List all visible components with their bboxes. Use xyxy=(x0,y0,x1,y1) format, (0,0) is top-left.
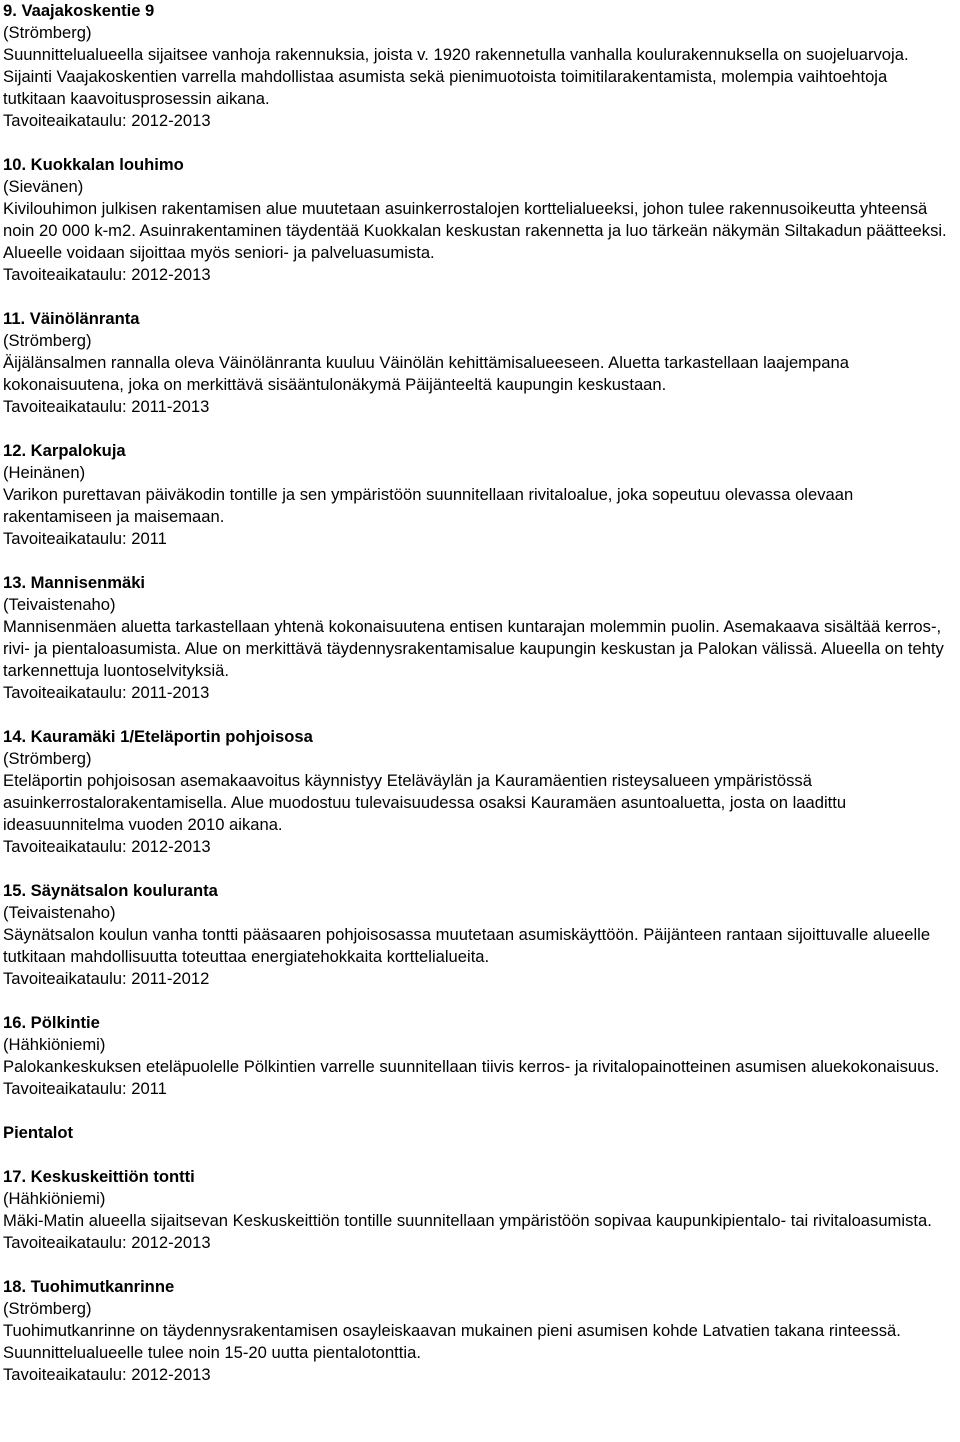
section-body: Varikon purettavan päiväkodin tontille ja sen ympäristöön suunnitellaan rivitaloalue, joka sopeutuu olevassa olevaan rakentamiseen ja maisemaan. xyxy=(3,485,854,526)
section-author: (Sievänen) xyxy=(3,177,84,196)
section-12 xyxy=(3,440,954,550)
section-body: Kivilouhimon julkisen rakentamisen alue muutetaan asuinkerrostalojen korttelialueeksi, johon tulee rakennusoikeutta yhteensä noin 20 000 k-m2. Asuinrakentaminen täydentää Kuokkalan keskustan rakennetta ja luo tärkeän näkymän Siltakadun päätteeksi. Alueelle voidaan sijoittaa myös seniori- ja palveluasumista. xyxy=(3,199,947,262)
section-author: (Strömberg) xyxy=(3,749,92,768)
section-heading: 18. Tuohimutkanrinne xyxy=(3,1277,175,1296)
spacer xyxy=(3,1254,954,1276)
section-schedule: Tavoiteaikataulu: 2011 xyxy=(3,529,167,548)
section-body: Tuohimutkanrinne on täydennysrakentamisen osayleiskaavan mukainen pieni asumisen kohde Latvatien takana rinteessä. Suunnittelualueelle tulee noin 15-20 uutta pientalotonttia. xyxy=(3,1321,901,1362)
section-10 xyxy=(3,154,954,286)
section-schedule: Tavoiteaikataulu: 2012-2013 xyxy=(3,111,211,130)
spacer xyxy=(3,704,954,726)
section-body: Eteläportin pohjoisosan asemakaavoitus käynnistyy Eteläväylän ja Kauramäentien risteysalueen ympäristössä asuinkerrostalorakentamisella. Alue muodostuu tulevaisuudessa osaksi Kauramäen asuntoaluetta, josta on laadittu ideasuunnitelma vuoden 2010 aikana. xyxy=(3,771,847,834)
section-body: Mäki-Matin alueella sijaitsevan Keskuskeittiön tontille suunnitellaan ympäristöön sopivaa kaupunkipientalo- tai rivitaloasumista. xyxy=(3,1211,932,1230)
section-schedule: Tavoiteaikataulu: 2011-2013 xyxy=(3,683,210,702)
section-schedule: Tavoiteaikataulu: 2012-2013 xyxy=(3,1233,211,1252)
spacer xyxy=(3,1100,954,1122)
section-heading: 15. Säynätsalon kouluranta xyxy=(3,881,218,900)
section-schedule: Tavoiteaikataulu: 2011 xyxy=(3,1079,167,1098)
section-body: Äijälänsalmen rannalla oleva Väinölänranta kuuluu Väinölän kehittämisalueeseen. Aluetta tarkastellaan laajempana kokonaisuutena, joka on merkittävä sisääntulonäkymä Päijänteeltä kaupungin keskustaan. xyxy=(3,353,849,394)
section-schedule: Tavoiteaikataulu: 2012-2013 xyxy=(3,837,211,856)
section-9 xyxy=(3,0,954,132)
section-author: (Teivaistenaho) xyxy=(3,903,116,922)
section-17 xyxy=(3,1166,954,1254)
section-heading: 13. Mannisenmäki xyxy=(3,573,146,592)
section-heading: 12. Karpalokuja xyxy=(3,441,126,460)
section-author: (Strömberg) xyxy=(3,23,92,42)
section-author: (Hähkiöniemi) xyxy=(3,1035,106,1054)
spacer xyxy=(3,1144,954,1166)
section-heading: 14. Kauramäki 1/Eteläportin pohjoisosa xyxy=(3,727,313,746)
section-heading: 10. Kuokkalan louhimo xyxy=(3,155,184,174)
section-13 xyxy=(3,572,954,704)
section-schedule: Tavoiteaikataulu: 2011-2012 xyxy=(3,969,210,988)
section-heading: 16. Pölkintie xyxy=(3,1013,100,1032)
section-15 xyxy=(3,880,954,990)
section-schedule: Tavoiteaikataulu: 2012-2013 xyxy=(3,265,211,284)
section-body: Säynätsalon koulun vanha tontti pääsaaren pohjoisosassa muutetaan asumiskäyttöön. Päijänteen rantaan sijoittuvalle alueelle tutkitaan mahdollisuutta toteuttaa energiatehokkaita korttelialueita. xyxy=(3,925,931,966)
section-body: Suunnittelualueella sijaitsee vanhoja rakennuksia, joista v. 1920 rakennetulla vanhalla koulurakennuksella on suojeluarvoja. Sijainti Vaajakoskentien varrella mahdollistaa asumista sekä pienimuotoista toimitilarakentamista, molempia vaihtoehtoja tutkitaan kaavoitusprosessin aikana. xyxy=(3,45,909,108)
group-heading: Pientalot xyxy=(3,1123,74,1142)
section-schedule: Tavoiteaikataulu: 2012-2013 xyxy=(3,1365,211,1384)
section-18 xyxy=(3,1276,954,1386)
section-11 xyxy=(3,308,954,418)
section-author: (Strömberg) xyxy=(3,331,92,350)
section-author: (Hähkiöniemi) xyxy=(3,1189,106,1208)
spacer xyxy=(3,550,954,572)
section-author: (Heinänen) xyxy=(3,463,86,482)
section-body: Palokankeskuksen eteläpuolelle Pölkintien varrelle suunnitellaan tiivis kerros- ja rivitalopainotteinen asumisen aluekokonaisuus. xyxy=(3,1057,940,1076)
section-heading: 9. Vaajakoskentie 9 xyxy=(3,1,155,20)
section-schedule: Tavoiteaikataulu: 2011-2013 xyxy=(3,397,210,416)
section-heading: 11. Väinölänranta xyxy=(3,309,140,328)
spacer xyxy=(3,858,954,880)
section-heading: 17. Keskuskeittiön tontti xyxy=(3,1167,195,1186)
spacer xyxy=(3,990,954,1012)
section-body: Mannisenmäen aluetta tarkastellaan yhtenä kokonaisuutena entisen kuntarajan molemmin puolin. Asemakaava sisältää kerros-, rivi- ja pientaloasumista. Alue on merkittävä täydennysrakentamisalue kaupungin keskustan ja Palokan välissä. Alueella on tehty tarkennettuja luontoselvityksiä. xyxy=(3,617,944,680)
section-16 xyxy=(3,1012,954,1100)
section-14 xyxy=(3,726,954,858)
spacer xyxy=(3,286,954,308)
section-author: (Strömberg) xyxy=(3,1299,92,1318)
section-author: (Teivaistenaho) xyxy=(3,595,116,614)
spacer xyxy=(3,418,954,440)
spacer xyxy=(3,132,954,154)
